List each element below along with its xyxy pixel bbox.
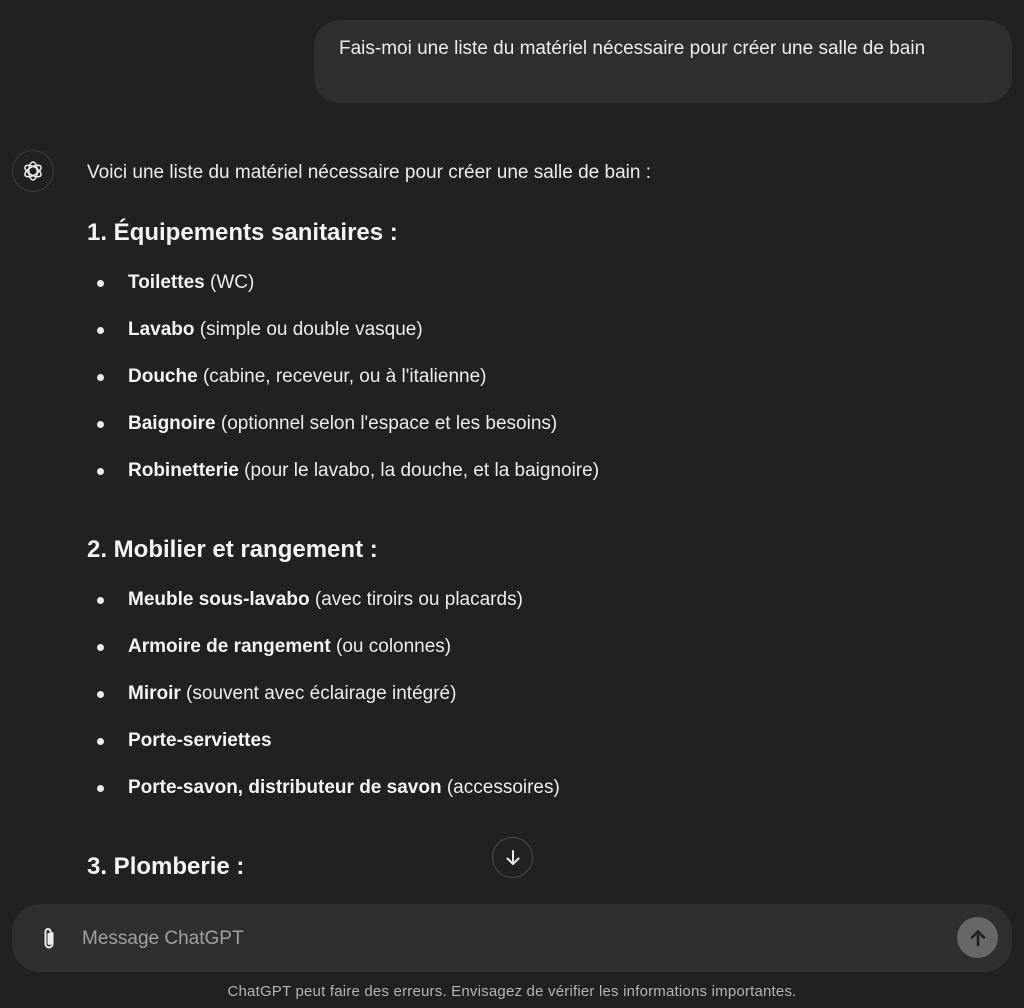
section-heading-equipements: 1. Équipements sanitaires :: [87, 219, 398, 246]
list-item: [87, 267, 987, 314]
list-item: [87, 772, 987, 819]
assistant-intro: Voici une liste du matériel nécessaire pour créer une salle de bain :: [87, 162, 651, 183]
item-detail: (pour le lavabo, la douche, et la baignoire): [238, 460, 600, 481]
item-detail: (accessoires): [441, 777, 560, 798]
list-item: [87, 631, 987, 678]
item-title: Toilettes: [128, 272, 205, 293]
item-title: Meuble sous-lavabo: [128, 589, 310, 610]
scroll-to-bottom-button[interactable]: [492, 837, 533, 878]
list-item: [87, 314, 987, 361]
attach-button[interactable]: [34, 924, 64, 954]
item-detail: (cabine, receveur, ou à l'italienne): [197, 366, 487, 387]
item-title: Douche: [128, 366, 198, 387]
section-heading-plomberie: 3. Plomberie :: [87, 853, 245, 880]
list-item: [87, 408, 987, 455]
list-item: [87, 361, 987, 408]
list-item: [87, 725, 987, 772]
item-detail: (avec tiroirs ou placards): [309, 589, 523, 610]
item-title: Miroir: [128, 683, 181, 704]
item-title: Lavabo: [128, 319, 195, 340]
item-detail: (simple ou double vasque): [194, 319, 423, 340]
paperclip-icon: [38, 926, 60, 952]
item-title: Porte-serviettes: [128, 730, 272, 751]
list-item: [87, 678, 987, 725]
list-item: [87, 455, 987, 502]
message-composer: [12, 904, 1012, 972]
item-title: Porte-savon, distributeur de savon: [128, 777, 442, 798]
item-title: Baignoire: [128, 413, 216, 434]
item-detail: (souvent avec éclairage intégré): [180, 683, 457, 704]
arrow-down-icon: [503, 848, 523, 868]
message-input[interactable]: [80, 922, 944, 956]
user-message-bubble: [314, 20, 1012, 103]
arrow-up-icon: [967, 927, 989, 949]
item-title: Armoire de rangement: [128, 636, 331, 657]
assistant-avatar: [12, 150, 54, 192]
disclaimer-text: ChatGPT peut faire des erreurs. Envisagez de vérifier les informations importantes.: [227, 983, 797, 1000]
item-detail: (ou colonnes): [330, 636, 452, 657]
list-equipements: [87, 267, 987, 502]
openai-logo-icon: [21, 159, 45, 183]
user-message-text: Fais-moi une liste du matériel nécessaire pour créer une salle de bain: [339, 38, 926, 59]
item-title: Robinetterie: [128, 460, 239, 481]
assistant-message: [87, 157, 987, 948]
item-detail: (optionnel selon l'espace et les besoins): [215, 413, 558, 434]
item-detail: (WC): [204, 272, 255, 293]
list-mobilier: [87, 584, 987, 819]
section-heading-mobilier: 2. Mobilier et rangement :: [87, 536, 378, 563]
list-item: [87, 584, 987, 631]
send-button[interactable]: [957, 917, 998, 958]
